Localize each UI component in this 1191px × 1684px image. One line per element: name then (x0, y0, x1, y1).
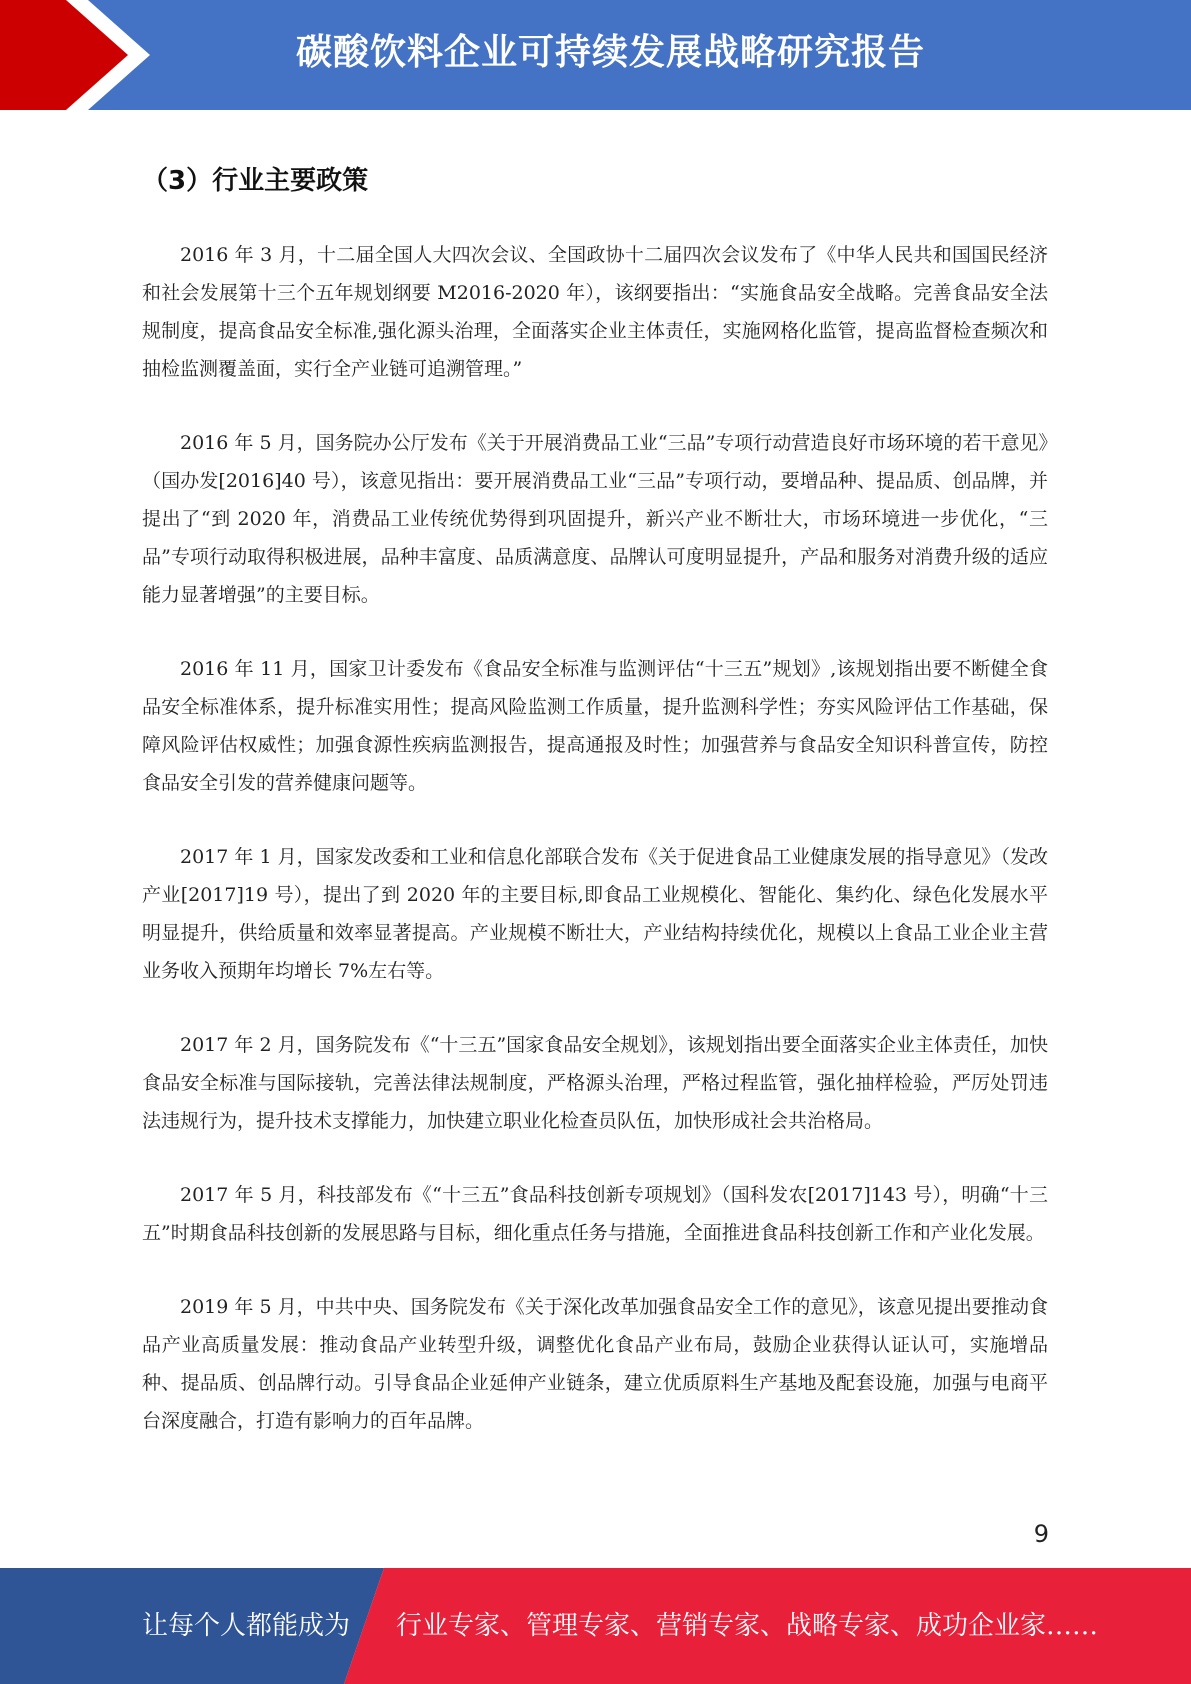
policy-paragraph: 2016 年 5 月，国务院办公厅发布《关于开展消费品工业“三品”专项行动营造良好市场环境的若干意见》（国办发[2016]40 号），该意见指出：要开展消费品工业“三品”专项行动，要增品种、提品质、创品牌，并提出了“到 2020 年，消费品工业传统优势得到巩固提升，新兴产业不断壮大，市场环境进一步优化，“三品”专项行动取得积极进展，品种丰富度、品质满意度、品牌认可度明显提升，产品和服务对消费升级的适应能力显著增强”的主要目标。 (142, 432, 1048, 606)
policy-paragraph: 2016 年 11 月，国家卫计委发布《食品安全标准与监测评估“十三五”规划》,该规划指出要不断健全食品安全标准体系，提升标准实用性；提高风险监测工作质量，提升监测科学性；夯实风险评估工作基础，保障风险评估权威性；加强食源性疾病监测报告，提高通报及时性；加强营养与食品安全知识科普宣传，防控食品安全引发的营养健康问题等。 (142, 658, 1048, 794)
section-heading: （3）行业主要政策 (142, 166, 369, 196)
page-header (0, 0, 1191, 110)
policy-content (142, 236, 1048, 1476)
report-title: 碳酸饮料企业可持续发展战略研究报告 (295, 32, 925, 73)
page-footer (0, 1568, 1191, 1684)
page-number: 9 (1033, 1520, 1049, 1548)
footer-slogan-right: 行业专家、管理专家、营销专家、战略专家、成功企业家…… (396, 1611, 1099, 1641)
footer-slogan-left: 让每个人都能成为 (142, 1611, 351, 1641)
policy-paragraph: 2017 年 2 月，国务院发布《“十三五”国家食品安全规划》，该规划指出要全面落实企业主体责任，加快食品安全标准与国际接轨，完善法律法规制度，严格源头治理，严格过程监管，强化抽样检验，严厉处罚违法违规行为，提升技术支撑能力，加快建立职业化检查员队伍，加快形成社会共治格局。 (142, 1034, 1048, 1132)
policy-paragraph: 2017 年 1 月，国家发改委和工业和信息化部联合发布《关于促进食品工业健康发展的指导意见》（发改产业[2017]19 号），提出了到 2020 年的主要目标,即食品工业规模化、智能化、集约化、绿色化发展水平明显提升，供给质量和效率显著提高。产业规模不断壮大，产业结构持续优化，规模以上食品工业企业主营业务收入预期年均增长 7%左右等。 (142, 846, 1048, 982)
policy-paragraph: 2016 年 3 月，十二届全国人大四次会议、全国政协十二届四次会议发布了《中华人民共和国国民经济和社会发展第十三个五年规划纲要 M2016-2020 年），该纲要指出：“实施食品安全战略。完善食品安全法规制度，提高食品安全标准,强化源头治理，全面落实企业主体责任，实施网格化监管，提高监督检查频次和抽检监测覆盖面，实行全产业链可追溯管理。” (142, 244, 1048, 380)
policy-paragraph: 2017 年 5 月，科技部发布《“十三五”食品科技创新专项规划》（国科发农[2017]143 号），明确“十三五”时期食品科技创新的发展思路与目标，细化重点任务与措施，全面推进食品科技创新工作和产业化发展。 (142, 1184, 1048, 1244)
policy-paragraph: 2019 年 5 月，中共中央、国务院发布《关于深化改革加强食品安全工作的意见》，该意见提出要推动食品产业高质量发展：推动食品产业转型升级，调整优化食品产业布局，鼓励企业获得认证认可，实施增品种、提品质、创品牌行动。引导食品企业延伸产业链条，建立优质原料生产基地及配套设施，加强与电商平台深度融合，打造有影响力的百年品牌。 (142, 1296, 1048, 1432)
